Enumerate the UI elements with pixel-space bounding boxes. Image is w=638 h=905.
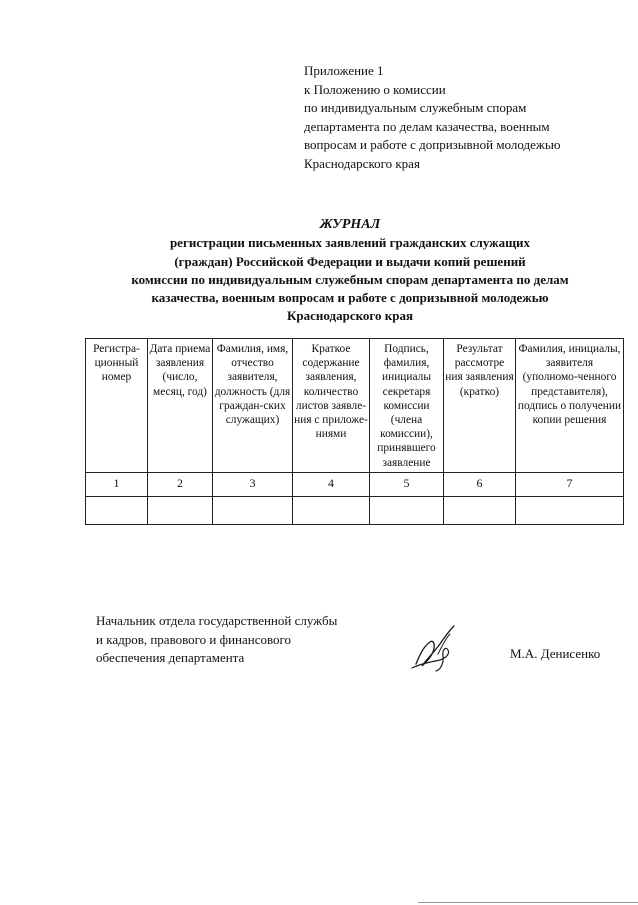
table-header-row — [86, 339, 624, 473]
signer-position — [96, 612, 337, 668]
signature-mark — [410, 624, 470, 672]
column-number: 6 — [444, 472, 516, 496]
appendix-line: Приложение 1 — [304, 63, 384, 78]
empty-cell — [86, 496, 148, 524]
journal-heading — [60, 216, 638, 326]
empty-cell — [293, 496, 370, 524]
position-line: и кадров, правового и финансового — [96, 631, 292, 647]
column-number: 3 — [213, 472, 293, 496]
header-cell-copy-receipt: Фамилия, инициалы, заявителя (уполномо-ченного представителя), подпись о получении копии решения — [516, 339, 624, 473]
empty-cell — [213, 496, 293, 524]
empty-cell — [148, 496, 213, 524]
position-line: обеспечения департамента — [96, 650, 245, 665]
appendix-line: вопросам и работе с допризывной молодежью — [304, 137, 561, 152]
journal-title: ЖУРНАЛ — [319, 217, 381, 232]
header-cell-summary: Краткое содержание заявления, количество листов заявле-ния с приложе-ниями — [293, 339, 370, 473]
journal-subtitle-line: Краснодарского края — [286, 308, 414, 324]
appendix-line: департамента по делам казачества, военным — [304, 118, 550, 134]
appendix-line: Краснодарского края — [304, 155, 420, 171]
header-cell-result: Результат рассмотре ния заявления (кратко) — [444, 339, 516, 473]
journal-subtitle-line: регистрации письменных заявлений гражданских служащих — [169, 235, 531, 251]
signer-name: М.А. Денисенко — [510, 646, 601, 661]
empty-cell — [444, 496, 516, 524]
column-number: 5 — [370, 472, 444, 496]
column-number: 2 — [148, 472, 213, 496]
appendix-line: по индивидуальным служебным спорам — [304, 100, 527, 115]
appendix-line: к Положению о комиссии — [304, 81, 446, 97]
journal-subtitle-line: (граждан) Российской Федерации и выдачи копий решений — [174, 253, 526, 269]
column-number: 1 — [86, 472, 148, 496]
journal-subtitle-line: комиссии по индивидуальным служебным спорам департамента по делам — [131, 271, 569, 287]
empty-cell — [516, 496, 624, 524]
empty-cell — [370, 496, 444, 524]
header-cell-applicant-name: Фамилия, имя, отчество заявителя, должность (для граждан-ских служащих) — [213, 339, 293, 473]
header-cell-secretary-signature: Подпись, фамилия, инициалы секретаря комиссии (члена комиссии), принявшего заявление — [370, 339, 444, 473]
appendix-block — [304, 62, 561, 173]
scan-edge-line — [418, 902, 638, 903]
header-cell-registration-number: Регистра-ционный номер — [86, 339, 148, 473]
header-cell-receipt-date: Дата приема заявления (число, месяц, год) — [148, 339, 213, 473]
position-line: Начальник отдела государственной службы — [96, 613, 338, 628]
table-empty-row — [86, 496, 624, 524]
handwritten-signature — [410, 624, 470, 677]
table-column-number-row — [86, 472, 624, 496]
column-number: 4 — [293, 472, 370, 496]
column-number: 7 — [516, 472, 624, 496]
journal-subtitle-line: казачества, военным вопросам и работе с допризывной молодежью — [151, 290, 549, 306]
registration-table — [85, 338, 624, 525]
